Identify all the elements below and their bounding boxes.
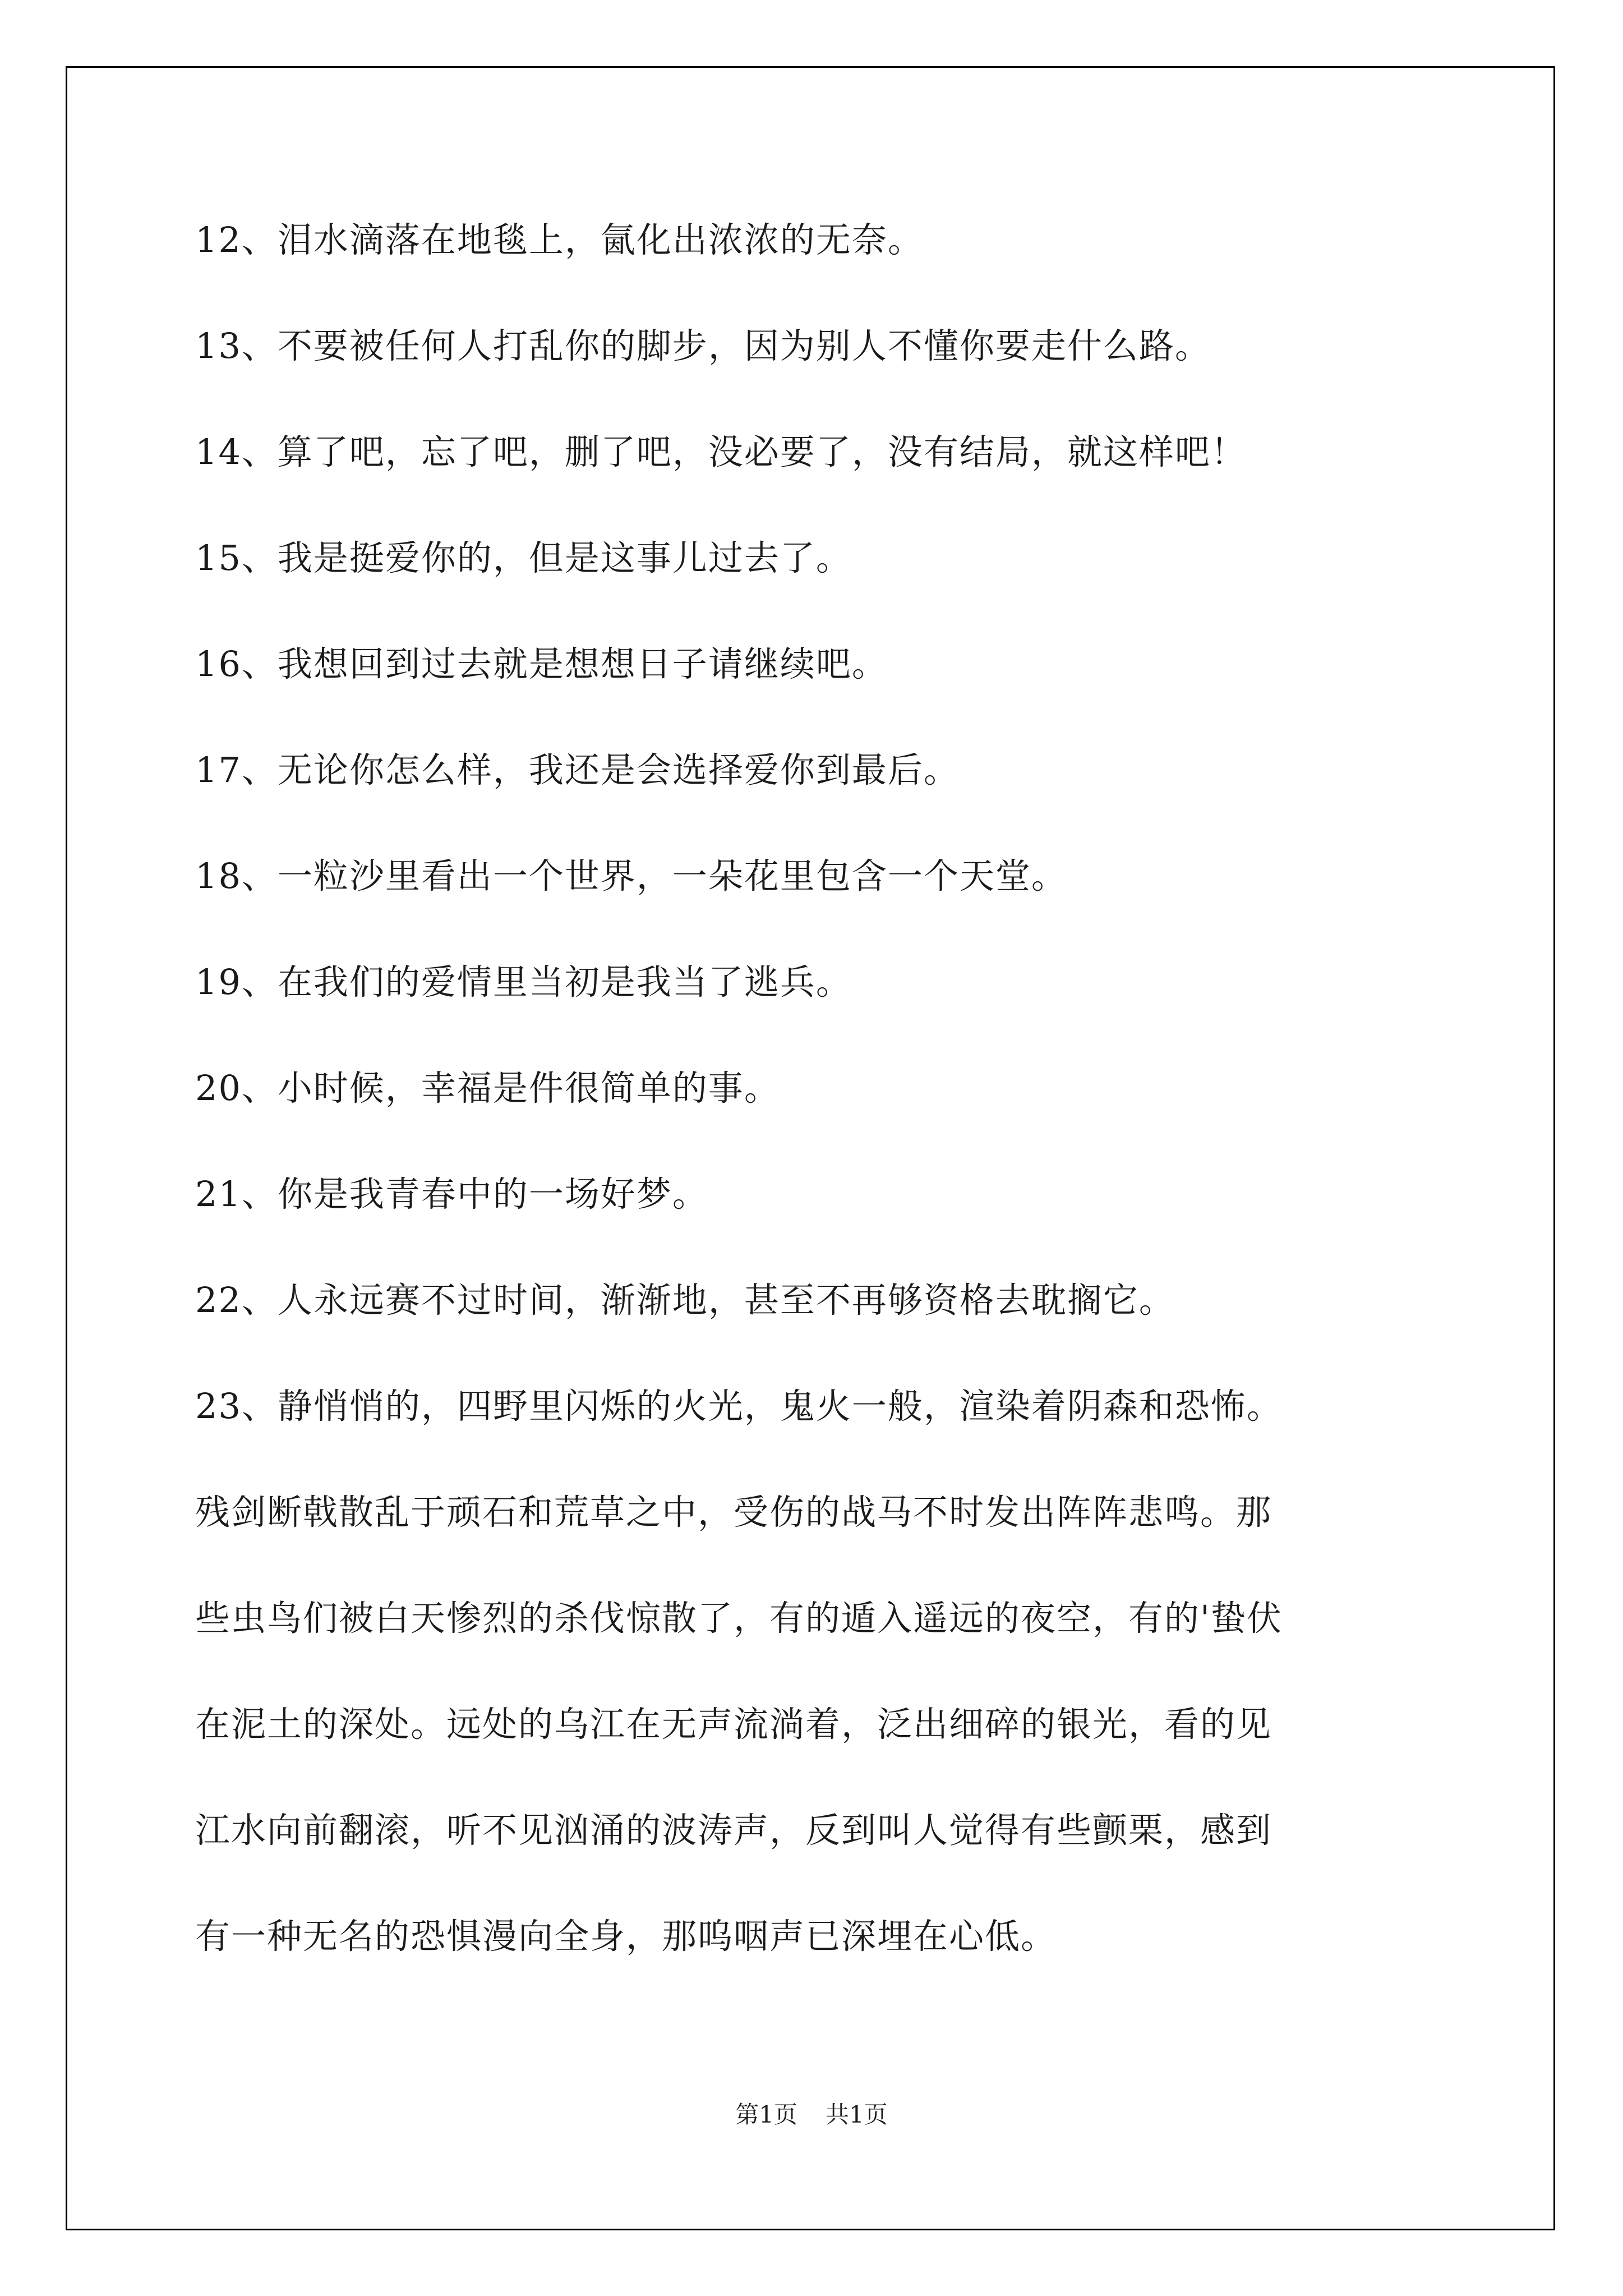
paragraph-item-23 (195, 1386, 1429, 2022)
list-item: 19、在我们的爱情里当初是我当了逃兵。 (195, 961, 852, 1002)
paragraph-line: 江水向前翻滚，听不见汹涌的波涛声，反到叫人觉得有些颤栗，感到 (195, 1810, 1272, 1851)
list-item: 13、不要被任何人打乱你的脚步，因为别人不懂你要走什么路。 (195, 325, 1211, 366)
list-item: 16、我想回到过去就是想想日子请继续吧。 (195, 643, 888, 684)
paragraph-line: 在泥土的深处。远处的乌江在无声流淌着，泛出细碎的银光，看的见 (195, 1704, 1272, 1745)
page-number-current: 第1页 (735, 2101, 797, 2128)
list-item: 14、算了吧，忘了吧，删了吧，没必要了，没有结局，就这样吧！ (195, 431, 1247, 472)
list-item: 17、无论你怎么样，我还是会选择爱你到最后。 (195, 749, 960, 790)
paragraph-line: 有一种无名的恐惧漫向全身，那呜咽声已深埋在心低。 (195, 1916, 1057, 1957)
document-body (195, 220, 1429, 2022)
list-item: 21、你是我青春中的一场好梦。 (195, 1174, 708, 1214)
list-item: 22、人永远赛不过时间，渐渐地，甚至不再够资格去耽搁它。 (195, 1280, 1175, 1320)
paragraph-line: 残剑断戟散乱于顽石和荒草之中，受伤的战马不时发出阵阵悲鸣。那 (195, 1492, 1272, 1533)
list-item: 12、泪水滴落在地毯上，氤化出浓浓的无奈。 (195, 219, 924, 260)
list-item: 15、我是挺爱你的，但是这事儿过去了。 (195, 537, 852, 578)
page-footer (0, 2101, 1623, 2129)
paragraph-line: 23、静悄悄的，四野里闪烁的火光，鬼火一般，渲染着阴森和恐怖。 (195, 1386, 1283, 1427)
page-number-total: 共1页 (826, 2101, 888, 2128)
paragraph-line: 些虫鸟们被白天惨烈的杀伐惊散了，有的遁入遥远的夜空，有的'蛰伏 (195, 1598, 1283, 1639)
list-item: 18、一粒沙里看出一个世界，一朵花里包含一个天堂。 (195, 855, 1067, 896)
list-item: 20、小时候，幸福是件很简单的事。 (195, 1068, 780, 1108)
